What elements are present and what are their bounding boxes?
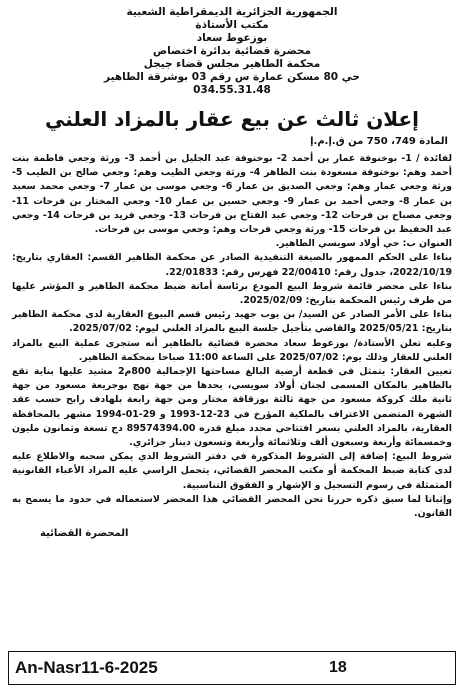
legal-article-reference: المادة 749، 750 من ق.إ.م.إ xyxy=(310,136,448,147)
court-name: محكمة الطاهير مجلس قضاء جيجل xyxy=(143,58,321,70)
beneficiaries-paragraph: لفائدة / 1- بوخنوفة عمار بن أحمد 2- بوخنوفة عبد الجليل بن أحمد 3- ورثة وجعي فاطمة بنت أحمد وهم: بوخنوفة مسعودة بنت الطاهر 4- ورثة وجعي الطيب وهم: وجعي صالح بن الطيب 5- ورثة وجعي عمار وهم: وجعي الصديق بن عمار 6- وجعي موسى بن عمار 7- وجعي محمد سعيد بن عمار 8- وجعي أحمد بن عمار 9- وجعي حسين بن عمار 10- وجعي المختار بن فرحات 11- وجعي مصباح بن فرحات 12- وجعي عبد الفتاح بن فرحات 13- وجعي فريد بن فرحات 14- وجعي عبد الحفيظ بن فرحات 15- ورثة وجعي فرحات وهم: وجعي موسى بن فرحات. xyxy=(12,153,453,236)
court-order-paragraph: بناءا على الأمر الصادر عن السيد/ بن يوب جهيد رئيس قسم البيوع العقارية لدى محكمة الطاهير بتاريخ: 2025/05/21 والقاضي بتأجيل جلسة البيع بالمزاد العلني ليوم: 2025/07/02. xyxy=(12,309,452,335)
bailiff-office-header xyxy=(8,6,456,97)
closing-paragraph: وإثباتا لما سبق ذكره حررنا نحن المحضر القضائي هذا المحضر لاستعماله في حدود ما يسمح به القانون. xyxy=(12,493,452,520)
bailiff-signature: المحضرة القضائية xyxy=(40,528,129,540)
jurisdiction-line: محضرة قضائية بدائرة اختصاص xyxy=(152,45,312,57)
republic-name: الجمهورية الجزائرية الديمقراطية الشعبية xyxy=(126,6,338,18)
sale-conditions-paragraph: شروط البيع: إضافة إلى الشروط المذكورة في دفتر الشروط الذي يمكن سحبه والاطلاع عليه لدى كتابة ضبط المحكمة أو مكتب المحضر القضائي، يتحمل الراسي عليه المزاد الأعباء القانونية المتمثلة في رسوم التسجيل و الإشهار و الفقوق التناسبية. xyxy=(12,451,452,491)
newspaper-source-date: An-Nasr11-6-2025 xyxy=(15,658,158,677)
auction-announcement-paragraph: وعليه تعلن الأستاذة/ بوزعوط سعاد محضرة قضائية بالطاهير أنه ستجرى عملية البيع بالمزاد العلني للعقار وذلك يوم: 2025/07/02 على الساعة 11:00 صباحا بمحكمة الطاهير. xyxy=(12,337,452,363)
notice-title: إعلان ثالث عن بيع عقار بالمزاد العلني xyxy=(44,107,420,131)
page-number: 18 xyxy=(329,659,347,676)
address-paragraph: العنوان ب: حي أولاد سويسي الطاهير. xyxy=(275,238,452,250)
office-address: حي 80 مسكن عمارة س رقم 03 بوشرقة الطاهير xyxy=(104,71,360,83)
judgment-paragraph: بناءا على الحكم الممهور بالصيغة التنفيذية الصادر عن محكمة الطاهير القسم: العقاري بتاريخ: 2022/10/19، جدول رقم: 22/00410 فهرس رقم: 22/01833. xyxy=(12,252,452,278)
property-description-paragraph: تعيين العقار: يتمثل في قطعة أرضية البالغ مساحتها الإجمالية 800م2 مشيد عليها بناية تقع بالطاهير بالمكان المسمى لجنان أولاد سويسي، يحدها من جهة نهج بوجريعة مسعود من جهة ثانية ملك كروكة مسعود من جهة ثالثة بوزقاقة مختار ومن جهة رابعة بلهادف رابح حسب عقد الشهرة المتضمن الاعتراف بالملكية المؤرخ في 23-12-1993 و 29-01-1994 مشهر بالمحافظة العقارية، بالمزاد العلني بسعر افتتاحي محدد مبلغ قدره 89574394.00 دج تسعة وثمانون مليون وخمسمائة وأربعة وسبعون ألف وثلاثمائة وأربعة وتسعون دينار جزائري. xyxy=(12,366,452,449)
notice-body xyxy=(8,152,456,521)
office-label: مكتب الأستاذة xyxy=(195,19,269,31)
bailiff-name: بوزعوط سعاد xyxy=(196,32,268,44)
office-phone: 034.55.31.48 xyxy=(193,84,271,96)
newspaper-footer xyxy=(8,651,456,685)
conditions-list-paragraph: بناءا على محضر قائمة شروط البيع المودع برئاسة أمانة ضبط محكمة الطاهير و المؤشر عليها من طرف رئيس المحكمة بتاريخ: 2025/02/09. xyxy=(12,280,452,307)
